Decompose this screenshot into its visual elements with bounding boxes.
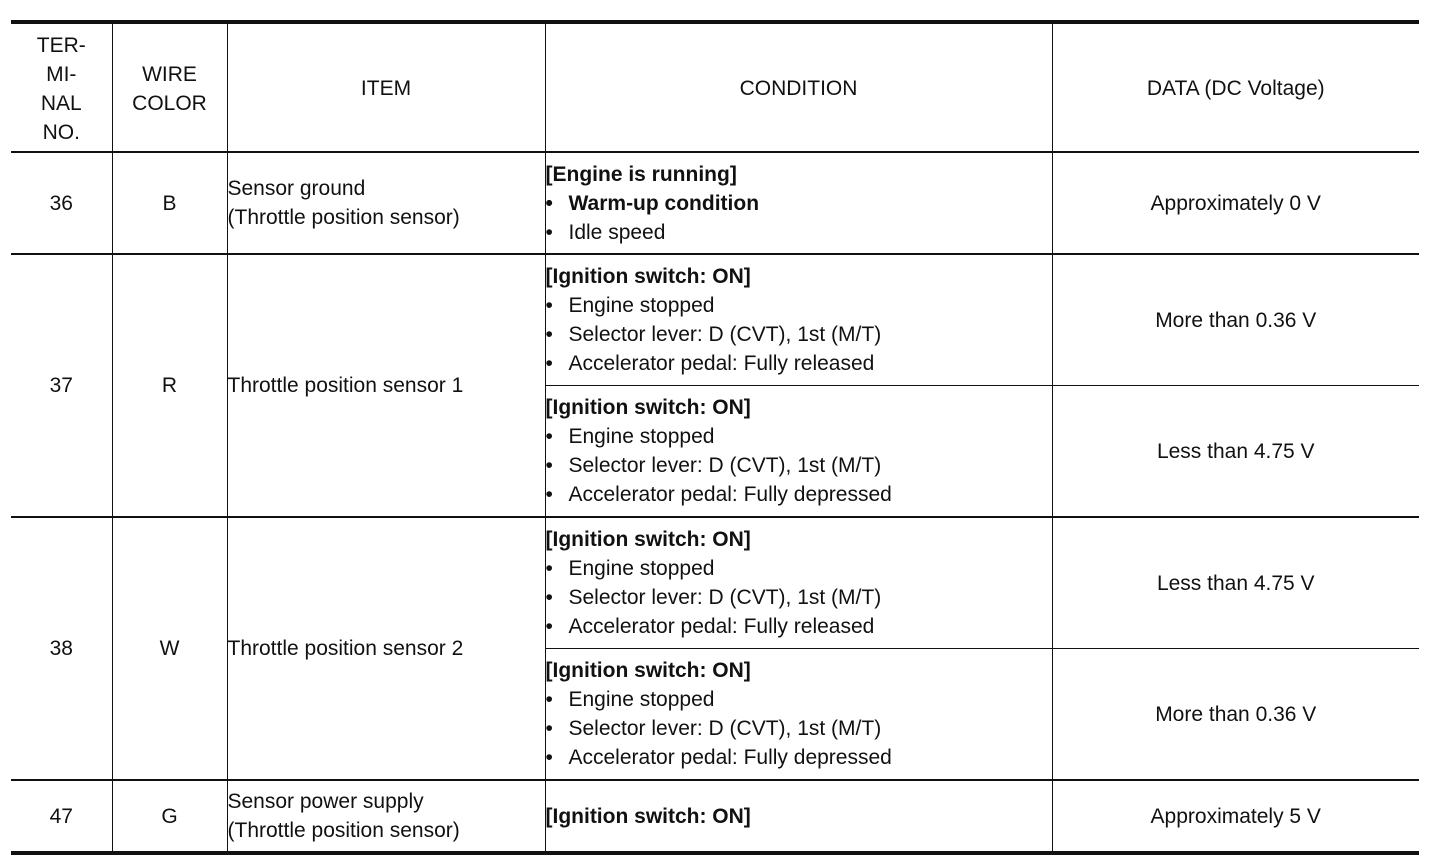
header-data: DATA (DC Voltage) bbox=[1052, 22, 1419, 152]
condition-bullet: • Engine stopped bbox=[546, 422, 1052, 451]
table-row-terminal-36 bbox=[11, 152, 1419, 254]
condition-bullet: • Accelerator pedal: Fully depressed bbox=[546, 743, 1052, 772]
item-cell bbox=[227, 517, 545, 780]
condition-cell bbox=[545, 254, 1052, 386]
condition-list bbox=[546, 189, 1052, 247]
header-terminal-line: NAL bbox=[40, 91, 82, 115]
wire-color: R bbox=[112, 254, 227, 517]
header-row bbox=[11, 22, 1419, 152]
condition-bullet: • Engine stopped bbox=[546, 685, 1052, 714]
condition-bullet: • Idle speed bbox=[546, 218, 1052, 247]
header-terminal-no bbox=[11, 22, 112, 152]
terminal-number: 36 bbox=[11, 152, 112, 254]
header-wire-line: WIRE bbox=[142, 62, 197, 86]
condition-bullet: • Accelerator pedal: Fully released bbox=[546, 612, 1052, 641]
condition-cell bbox=[545, 386, 1052, 518]
header-terminal-line: MI- bbox=[46, 62, 77, 86]
condition-heading: [Ignition switch: ON] bbox=[545, 265, 751, 288]
table-row-terminal-37 bbox=[11, 254, 1419, 386]
item-cell bbox=[227, 152, 545, 254]
table-body bbox=[11, 152, 1419, 853]
condition-heading: [Engine is running] bbox=[545, 162, 737, 186]
condition-list bbox=[546, 422, 1052, 509]
item-cell bbox=[227, 780, 545, 853]
header-wire-line: COLOR bbox=[132, 91, 207, 115]
condition-heading: [Ignition switch: ON] bbox=[545, 804, 751, 828]
data-value: Less than 4.75 V bbox=[1052, 517, 1419, 649]
condition-bullet: • Accelerator pedal: Fully released bbox=[546, 349, 1052, 378]
condition-bullet: • Selector lever: D (CVT), 1st (M/T) bbox=[546, 714, 1052, 743]
condition-heading: [Ignition switch: ON] bbox=[545, 396, 751, 419]
header-item: ITEM bbox=[227, 22, 545, 152]
table-header bbox=[11, 22, 1419, 152]
item-line: (Throttle position sensor) bbox=[227, 206, 460, 229]
table-row-terminal-47 bbox=[11, 780, 1419, 853]
data-value: More than 0.36 V bbox=[1052, 649, 1419, 781]
terminal-number: 38 bbox=[11, 517, 112, 780]
condition-bullet: • Warm-up condition bbox=[546, 189, 1052, 218]
data-value: Less than 4.75 V bbox=[1052, 386, 1419, 518]
condition-list bbox=[546, 685, 1052, 772]
data-value: More than 0.36 V bbox=[1052, 254, 1419, 386]
item-line: (Throttle position sensor) bbox=[227, 819, 460, 842]
condition-bullet: • Selector lever: D (CVT), 1st (M/T) bbox=[546, 583, 1052, 612]
condition-cell bbox=[545, 780, 1052, 853]
terminal-number: 47 bbox=[11, 780, 112, 853]
terminal-data-table bbox=[11, 20, 1419, 855]
header-terminal-line: NO. bbox=[42, 120, 80, 144]
condition-bullet: • Accelerator pedal: Fully depressed bbox=[546, 480, 1052, 509]
condition-bullet: • Selector lever: D (CVT), 1st (M/T) bbox=[546, 451, 1052, 480]
header-wire-color bbox=[112, 22, 227, 152]
condition-bullet: • Engine stopped bbox=[546, 291, 1052, 320]
condition-heading: [Ignition switch: ON] bbox=[545, 659, 751, 682]
wire-color: B bbox=[112, 152, 227, 254]
header-condition: CONDITION bbox=[545, 22, 1052, 152]
condition-heading: [Ignition switch: ON] bbox=[545, 528, 751, 551]
wire-color: G bbox=[112, 780, 227, 853]
terminal-number: 37 bbox=[11, 254, 112, 517]
condition-list bbox=[546, 554, 1052, 641]
item-line: Throttle position sensor 1 bbox=[227, 374, 464, 397]
condition-bullet: • Selector lever: D (CVT), 1st (M/T) bbox=[546, 320, 1052, 349]
item-cell bbox=[227, 254, 545, 517]
wire-color: W bbox=[112, 517, 227, 780]
item-line: Sensor power supply bbox=[227, 790, 424, 813]
item-line: Sensor ground bbox=[227, 177, 366, 200]
item-line: Throttle position sensor 2 bbox=[227, 637, 464, 660]
condition-cell bbox=[545, 649, 1052, 781]
header-terminal-line: TER- bbox=[36, 33, 86, 57]
condition-bullet: • Engine stopped bbox=[546, 554, 1052, 583]
data-value: Approximately 5 V bbox=[1052, 780, 1419, 853]
table-row-terminal-38 bbox=[11, 517, 1419, 649]
condition-list bbox=[546, 291, 1052, 378]
data-value: Approximately 0 V bbox=[1052, 152, 1419, 254]
condition-cell bbox=[545, 152, 1052, 254]
condition-cell bbox=[545, 517, 1052, 649]
